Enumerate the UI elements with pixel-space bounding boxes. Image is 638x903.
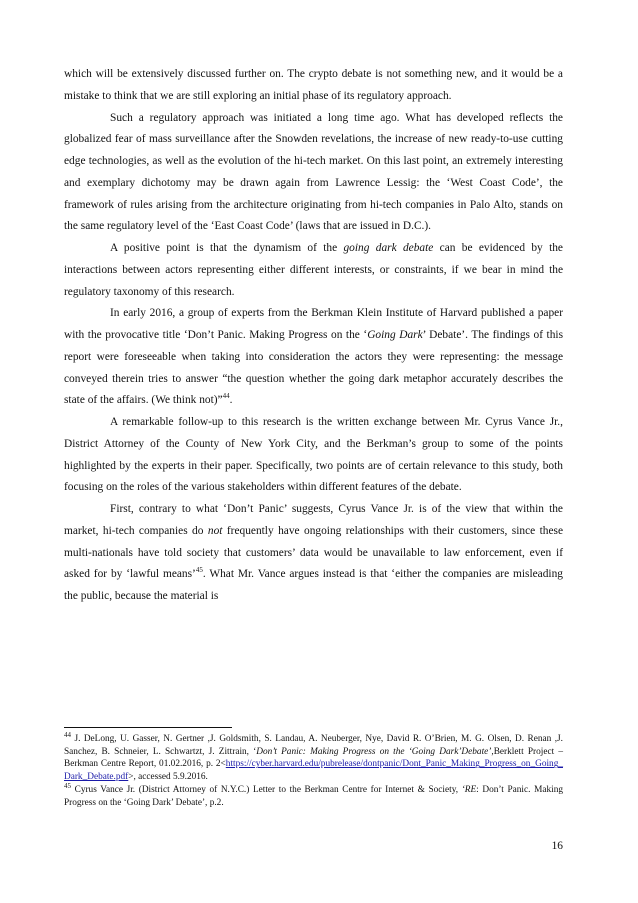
text-run: A positive point is that the dynamism of the: [110, 242, 344, 254]
text-run: J. DeLong, U. Gasser, N. Gertner ,J. Goldsmith, S. Landau, A. Neuberger, Nye, David R. O’Brien, M. G. Olsen, D. Renan ,J. Sanchez, B. Schneier, L. Schwartzt, J. Zittrain, ‘: [64, 734, 563, 757]
text-run: Cyrus Vance Jr. (District Attorney of N.Y.C.) Letter to the Berkman Centre for Internet & Society,: [71, 784, 462, 795]
footnote-marker[interactable]: 45: [195, 566, 203, 575]
italic-text: going dark debate: [343, 242, 434, 254]
body-text: [64, 64, 563, 608]
footnote-marker[interactable]: 44: [222, 392, 230, 401]
text-run: : Don’t Panic. Making Progress on the ‘Going Dark’ Debate’, p.2.: [64, 784, 563, 808]
body-paragraph: [64, 64, 563, 108]
body-paragraph: [64, 499, 563, 608]
text-run: ’ Debate’. The findings of this report were foreseeable when taking into consideration the actors they were representing: the message conveyed therein tries to answer “the question whether the going dark metaphor accurately describes the state of the affairs. (We think not)”: [64, 329, 563, 407]
text-run: can be evidenced by the interactions between actors representing either different interests, or constraints, if we bear in mind the regulatory taxonomy of this research.: [64, 242, 563, 298]
italic-text: not: [207, 524, 223, 537]
text-run: .: [229, 394, 233, 407]
text-run: Such a regulatory approach was initiated a long time ago. What has developed reflects the globalized fear of mass surveillance after the Snowden revelations, the increase of new ready-to-use cutting edge technologies, as well as the evolution of the hi-tech market. On this last point, an extremely interesting and exemplary dichotomy may be drawn again from Lawrence Lessig: the ‘West Coast Code’, the framework of rules arising from the architecture originating from hi-tech companies in Palo Alto, stands on the same regulatory level of the ‘East Coast Code’ (laws that are issued in D.C.).: [64, 111, 563, 233]
footnotes: [64, 730, 563, 809]
footnote-marker[interactable]: 45: [64, 781, 71, 790]
text-run: First, contrary to what ‘Don’t Panic’ suggests, Cyrus Vance Jr. is of the view that within the market, hi-tech companies do: [64, 503, 563, 537]
text-run: . What Mr. Vance argues instead is that ‘either the companies are misleading the public, because the material is: [64, 568, 563, 602]
text-run: >, accessed 5.9.2016.: [128, 772, 208, 783]
text-run: frequently have ongoing relationships with their customers, since these multi-nationals have told society that customers’ data would be unavailable to law enforcement, even if asked for by ‘lawful means’: [64, 524, 564, 581]
text-run: ,Berklett Project – Berkman Centre Report, 01.02.2016, p. 2<: [64, 746, 563, 770]
footnote-separator: [64, 727, 232, 728]
text-run: which will be extensively discussed further on. The crypto debate is not something new, and it would be a mistake to think that we are still exploring an initial phase of its regulatory approach.: [64, 68, 563, 102]
body-paragraph: [64, 412, 563, 499]
footnote-link[interactable]: https://cyber.harvard.edu/pubrelease/dontpanic/Dont_Panic_Making_Progress_on_Going_Dark_Debate.pdf: [64, 759, 563, 783]
italic-text: Don’t Panic: Making Progress on the ‘Going Dark’Debate’: [256, 746, 492, 757]
footnote: [64, 781, 563, 809]
italic-text: Going Dark: [367, 329, 423, 341]
footnote-marker[interactable]: 44: [64, 730, 71, 739]
page-number: 16: [551, 840, 563, 852]
text-run: In early 2016, a group of experts from the Berkman Klein Institute of Harvard published a paper with the provocative title ‘Don’t Panic. Making Progress on the ‘: [64, 307, 563, 341]
body-paragraph: [64, 238, 563, 303]
footnote: [64, 730, 563, 784]
italic-text: ‘RE: [461, 784, 477, 795]
document-page: [64, 64, 563, 608]
text-run: A remarkable follow-up to this research is the written exchange between Mr. Cyrus Vance Jr., District Attorney of the County of New York City, and the Berkman’s group to some of the points highlighted by the experts in their paper. Specifically, two points are of certain relevance to this study, both focusing on the roles of the various stakeholders within different features of the debate.: [64, 416, 563, 494]
body-paragraph: [64, 108, 563, 239]
body-paragraph: [64, 303, 563, 412]
